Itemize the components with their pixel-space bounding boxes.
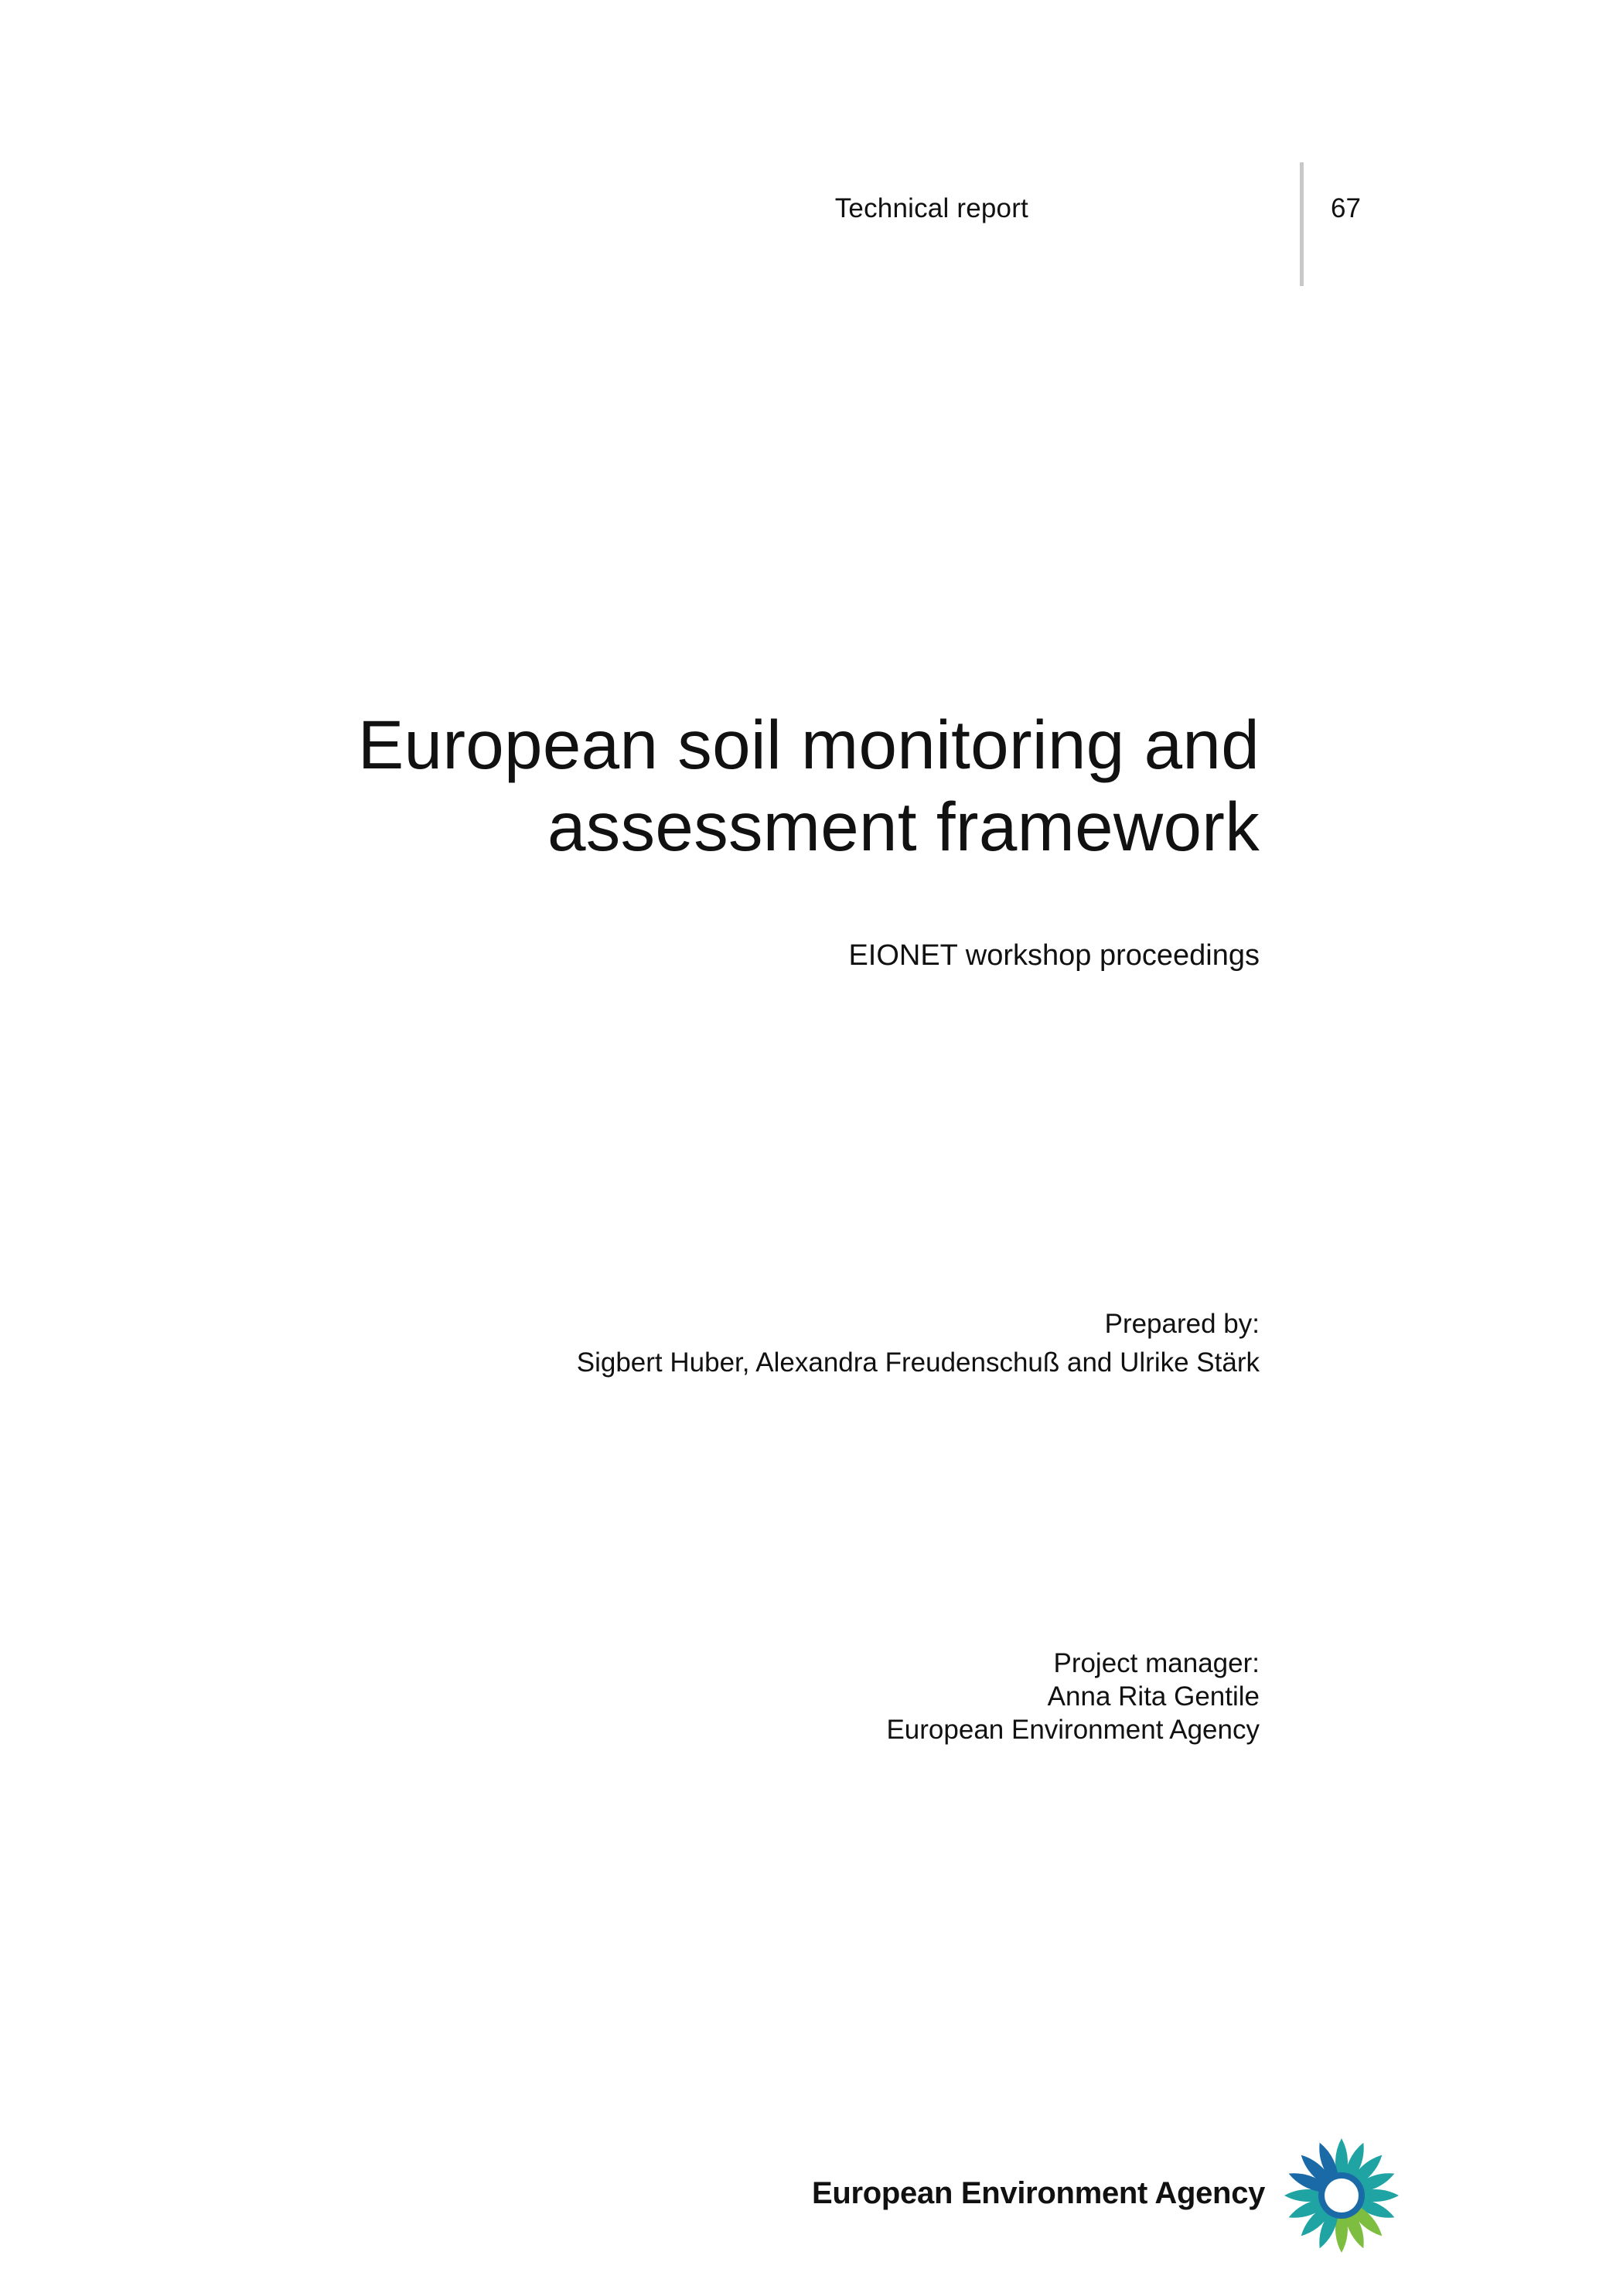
report-title-line-2: assessment framework xyxy=(547,788,1260,865)
report-title-line-1: European soil monitoring and xyxy=(357,706,1260,783)
logo-ray xyxy=(1284,2189,1321,2202)
logo-ray xyxy=(1362,2189,1399,2202)
report-title xyxy=(177,703,1260,867)
project-manager-organization: European Environment Agency xyxy=(886,1715,1260,1745)
report-subtitle: EIONET workshop proceedings xyxy=(848,939,1260,972)
project-manager-label: Project manager: xyxy=(1053,1648,1260,1678)
agency-wordmark: European Environment Agency xyxy=(812,2176,1266,2210)
authors: Sigbert Huber, Alexandra Freudenschuß and Ulrike Stärk xyxy=(576,1347,1260,1378)
header-divider xyxy=(1300,162,1304,286)
report-number: 67 xyxy=(1331,193,1361,223)
project-manager-name: Anna Rita Gentile xyxy=(1047,1681,1260,1712)
prepared-by-block xyxy=(577,1305,1260,1382)
eea-logo xyxy=(812,2134,1415,2257)
report-series-label: Technical report xyxy=(834,193,1028,223)
logo-ray xyxy=(1335,2216,1348,2253)
report-header xyxy=(834,162,1392,286)
prepared-by-label: Prepared by: xyxy=(1104,1309,1260,1339)
logo-ray xyxy=(1335,2138,1348,2175)
project-manager-block xyxy=(886,1647,1260,1746)
eea-sunburst-logo-icon xyxy=(1280,2134,1403,2257)
